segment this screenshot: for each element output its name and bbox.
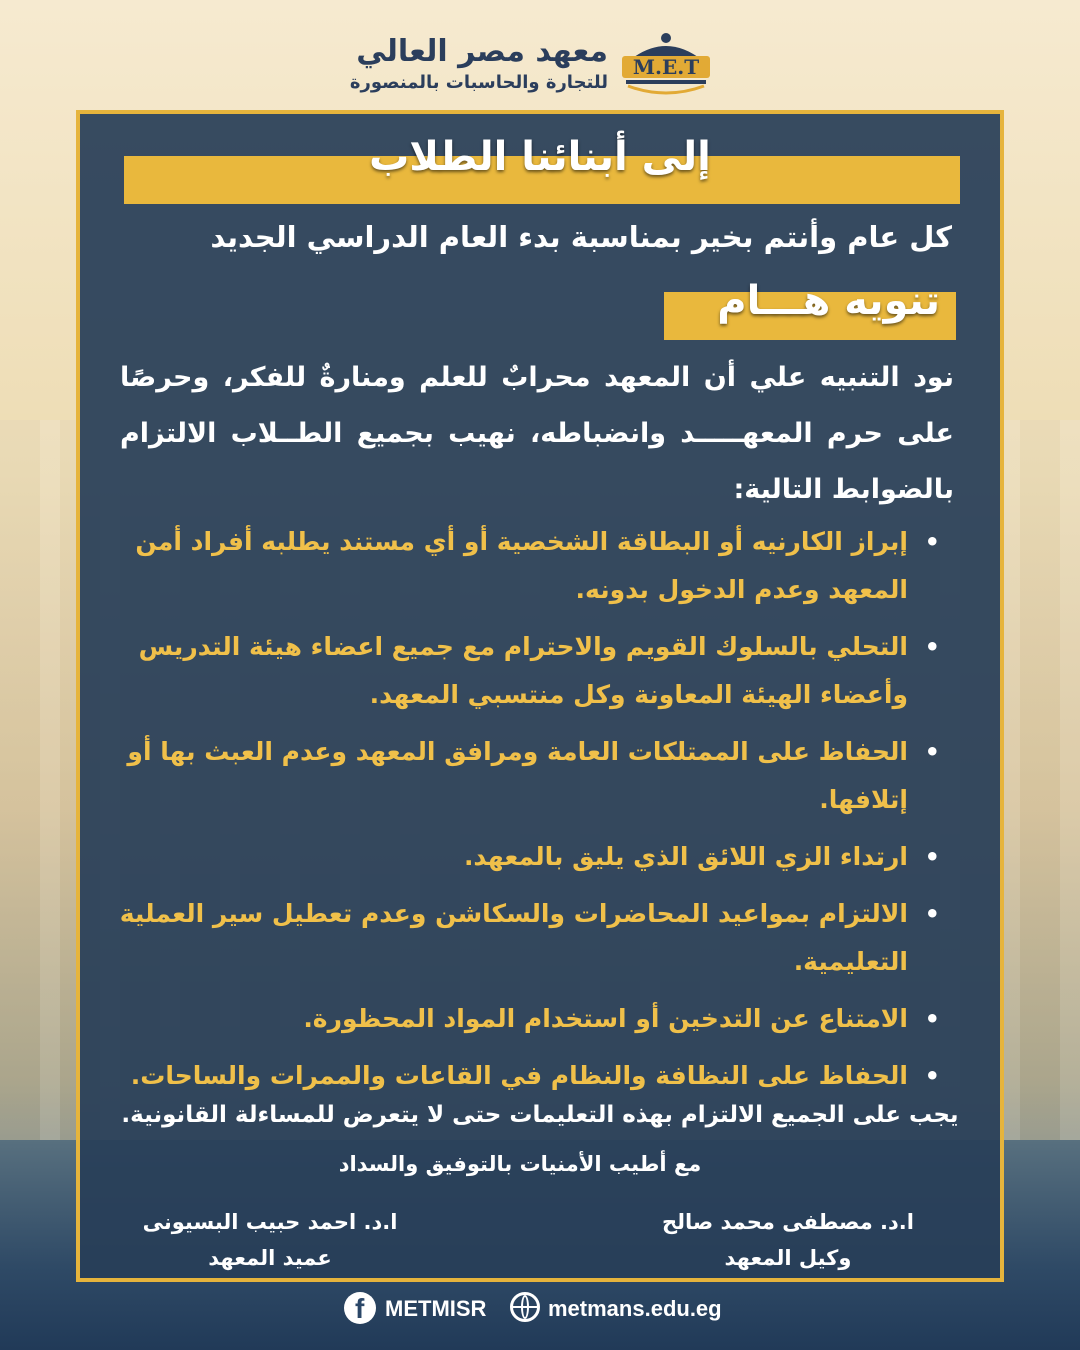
announcement-title: إلى أبنائنا الطلاب: [369, 134, 711, 180]
facebook-link[interactable]: METMISR: [385, 1296, 487, 1321]
signature-dean: [120, 1204, 420, 1276]
signature-name: ا.د. مصطفى محمد صالح: [662, 1210, 914, 1234]
institute-logo: [620, 30, 712, 96]
rules-list: [116, 518, 954, 1109]
website-link[interactable]: metmans.edu.eg: [548, 1296, 722, 1321]
list-item: • الامتناع عن التدخين أو استخدام المواد المحظورة.: [116, 995, 954, 1043]
list-item: • الحفاظ على الممتلكات العامة ومرافق المعهد وعدم العبث بها أو إتلافها.: [116, 728, 954, 824]
signature-name: ا.د. احمد حبيب البسيونى: [142, 1210, 398, 1234]
list-item: • الحفاظ على النظافة والنظام في القاعات والممرات والساحات.: [116, 1052, 954, 1100]
institute-name: معهد مصر العالي: [356, 34, 608, 69]
intro-paragraph: نود التنبيه علي أن المعهد محرابٌ للعلم ومنارةٌ للفكر، وحرصًا على حرم المعهـــــد وانضباطه، نهيب بجميع الطــلاب الالتزام بالضوابط التالية:: [120, 362, 954, 505]
footer: [0, 1290, 1080, 1330]
notice-heading: تنويه هـــام: [717, 278, 940, 324]
closing-wishes: مع أطيب الأمنيات بالتوفيق والسداد: [338, 1152, 702, 1176]
list-item: • التحلي بالسلوك القويم والاحترام مع جميع اعضاء هيئة التدريس وأعضاء الهيئة المعاونة وكل منتسبي المعهد.: [116, 623, 954, 719]
signature-vice-dean: [638, 1204, 938, 1276]
institute-subtitle: للتجارة والحاسبات بالمنصورة: [349, 72, 608, 93]
facebook-icon[interactable]: f: [344, 1292, 376, 1324]
logo-letters: M.E.T: [632, 55, 700, 79]
announcement-panel: [76, 110, 1004, 1282]
legal-warning: يجب على الجميع الالتزام بهذه التعليمات حتى لا يتعرض للمساءلة القانونية.: [121, 1102, 959, 1128]
header: [0, 26, 1080, 106]
list-item: • إبراز الكارنيه أو البطاقة الشخصية أو أي مستند يطلبه أفراد أمن المعهد وعدم الدخول بدونه.: [116, 518, 954, 614]
list-item: • الالتزام بمواعيد المحاضرات والسكاشن وعدم تعطيل سير العملية التعليمية.: [116, 890, 954, 986]
signature-role: وكيل المعهد: [724, 1246, 852, 1270]
signature-role: عميد المعهد: [208, 1246, 332, 1270]
globe-icon[interactable]: [510, 1292, 540, 1322]
greeting-text: كل عام وأنتم بخير بمناسبة بدء العام الدراسي الجديد: [210, 220, 952, 254]
list-item: • ارتداء الزي اللائق الذي يليق بالمعهد.: [116, 833, 954, 881]
